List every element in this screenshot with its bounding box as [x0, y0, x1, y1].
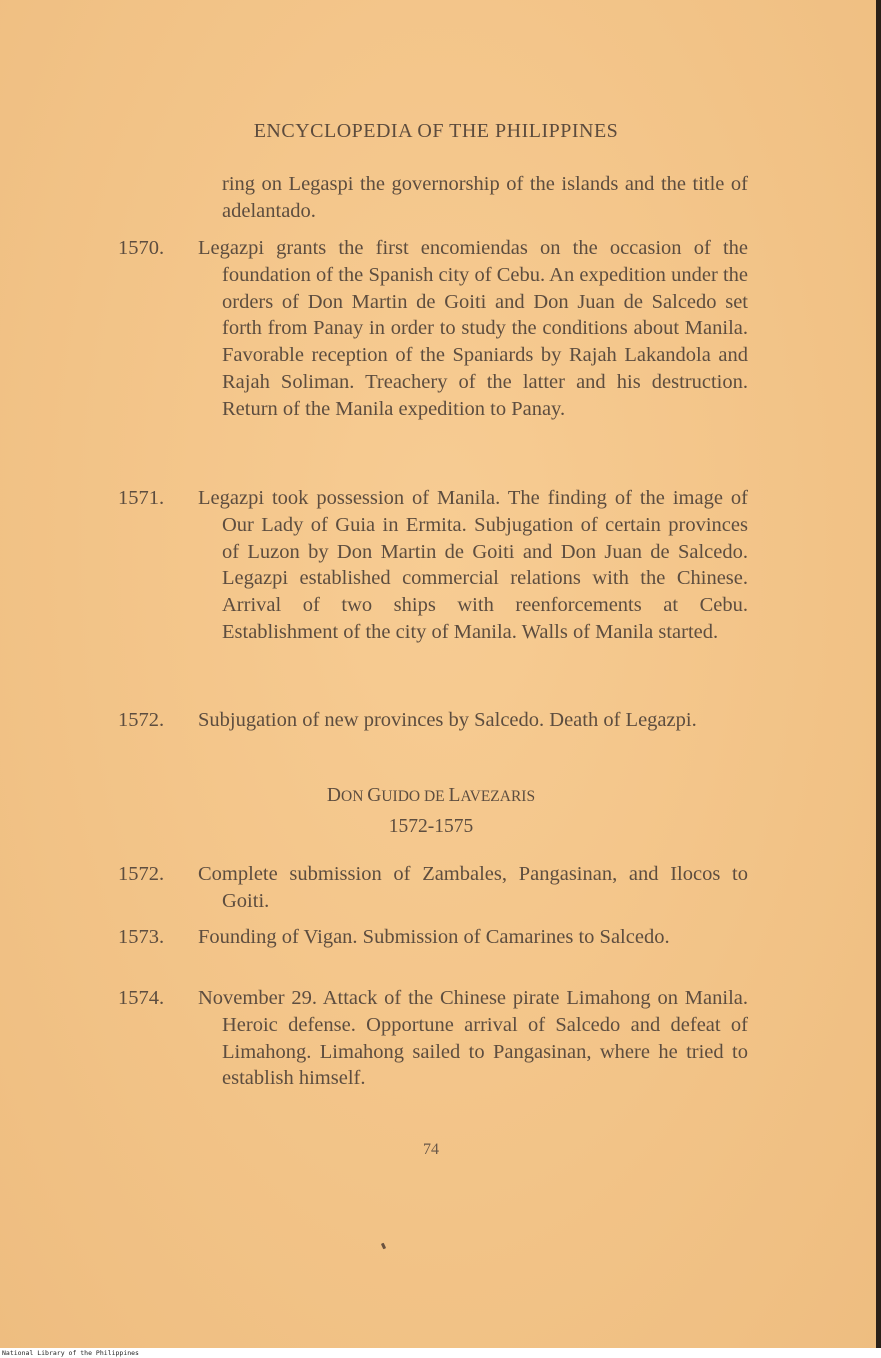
- entry-year: 1573.: [118, 926, 165, 948]
- governor-name-part: UIDO DE: [381, 788, 449, 805]
- entry-text: November 29. Attack of the Chinese pirate Limahong on Manila. Heroic defense. Opportune arrival of Salcedo and defeat of Limahong. Limahong sailed to Pangasinan, where he tried to establish himself.: [198, 987, 748, 1090]
- page-edge-shadow: [876, 0, 881, 1348]
- governor-name-part: D: [326, 785, 341, 806]
- governor-name-part: AVEZARIS: [460, 788, 536, 805]
- section-heading-governor: [0, 785, 862, 807]
- chronology-entry-1573: [118, 924, 748, 951]
- section-heading-years: 1572-1575: [388, 816, 474, 837]
- governor-name-part: L: [448, 785, 461, 806]
- entry-text: Legazpi grants the first encomiendas on the occasion of the foundation of the Spanish city of Cebu. An expedition under the orders of Don Martin de Goiti and Don Juan de Salcedo set forth from Panay in order to study the conditions about Manila. Favorable reception of the Spaniards by Rajah Lakandola and Rajah Soliman. Treachery of the latter and his destruction. Return of the Manila expedition to Panay.: [198, 237, 748, 420]
- governor-name-part: ON: [341, 788, 368, 805]
- continuation-paragraph: ring on Legaspi the governorship of the islands and the title of adelantado.: [222, 173, 748, 222]
- entry-year: 1572.: [118, 863, 165, 885]
- chronology-entry-1572-a: [118, 707, 748, 734]
- governor-name-part: G: [367, 785, 382, 806]
- entry-year: 1574.: [118, 987, 165, 1009]
- entry-text: Complete submission of Zambales, Pangasinan, and Ilocos to Goiti.: [198, 863, 748, 912]
- entry-text: Legazpi took possession of Manila. The finding of the image of Our Lady of Guia in Ermita. Subjugation of certain provinces of Luzon by Don Martin de Goiti and Don Juan de Salcedo. Legazpi established commercial relations with the Chinese. Arrival of two ships with reenforcements at Cebu. Establishment of the city of Manila. Walls of Manila started.: [198, 487, 748, 643]
- entry-text: Subjugation of new provinces by Salcedo. Death of Legazpi.: [198, 709, 697, 731]
- governor-name: [326, 785, 536, 806]
- chronology-entry-1571: [118, 485, 748, 646]
- running-head: ENCYCLOPEDIA OF THE PHILIPPINES: [253, 120, 619, 142]
- footer-credit: National Library of the Philippines: [2, 1349, 139, 1357]
- chronology-entry-1574: [118, 985, 748, 1092]
- entry-year: 1572.: [118, 709, 165, 731]
- paper-speck: [381, 1243, 386, 1250]
- entry-year: 1570.: [118, 237, 165, 259]
- chronology-entry-1572-b: [118, 861, 748, 915]
- entry-text: Founding of Vigan. Submission of Camarines to Salcedo.: [198, 926, 670, 948]
- page-number: 74: [423, 1141, 439, 1158]
- chronology-entry-1570: [118, 235, 748, 423]
- entry-year: 1571.: [118, 487, 165, 509]
